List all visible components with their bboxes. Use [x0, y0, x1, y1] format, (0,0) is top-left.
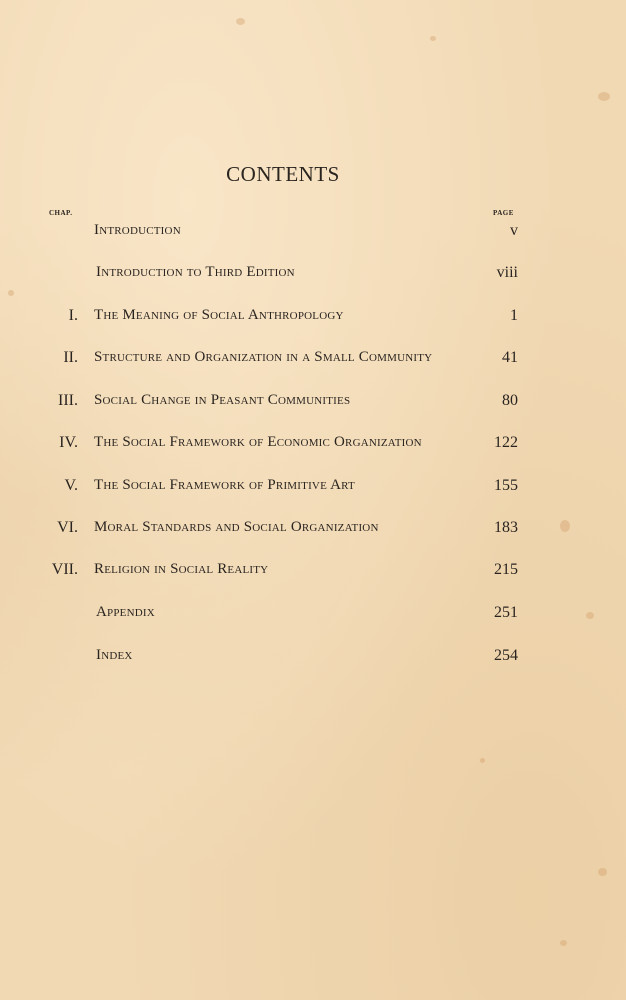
toc-row-chapter-1 — [0, 307, 626, 329]
entry-title: Introduction to Third Edition — [96, 264, 295, 280]
toc-row-chapter-5 — [0, 477, 626, 499]
entry-title: Appendix — [96, 604, 155, 620]
paper-stain — [480, 758, 485, 763]
chapter-number: III. — [58, 392, 78, 409]
toc-row-index — [0, 647, 626, 669]
page-number: 155 — [494, 477, 518, 494]
paper-stain — [598, 92, 610, 101]
chapter-number: V. — [64, 477, 78, 494]
entry-title: Index — [96, 647, 133, 663]
page-number: 215 — [494, 561, 518, 578]
page-number: v — [510, 222, 518, 239]
toc-row-chapter-3 — [0, 392, 626, 414]
page-number: 1 — [510, 307, 518, 324]
chapter-number: I. — [68, 307, 78, 324]
page-column-label: PAGE — [493, 209, 514, 217]
page-number: 80 — [502, 392, 518, 409]
chapter-number: VI. — [57, 519, 78, 536]
paper-stain — [8, 290, 14, 296]
toc-row-introduction-third-edition — [0, 264, 626, 286]
toc-row-appendix — [0, 604, 626, 626]
toc-row-introduction — [0, 222, 626, 244]
paper-stain — [560, 940, 567, 946]
entry-title: Social Change in Peasant Communities — [94, 392, 351, 408]
page-number: 251 — [494, 604, 518, 621]
page-number: 254 — [494, 647, 518, 664]
entry-title: Structure and Organization in a Small Community — [94, 349, 433, 365]
contents-heading: CONTENTS — [226, 162, 340, 186]
toc-row-chapter-7 — [0, 561, 626, 583]
page-number: 122 — [494, 434, 518, 451]
page-number: viii — [496, 264, 518, 281]
paper-stain — [430, 36, 436, 41]
toc-row-chapter-2 — [0, 349, 626, 371]
chapter-column-label: CHAP. — [49, 209, 73, 217]
entry-title: The Social Framework of Primitive Art — [94, 477, 355, 493]
paper-stain — [598, 868, 607, 876]
toc-row-chapter-6 — [0, 519, 626, 541]
chapter-number: VII. — [51, 561, 78, 578]
page-number: 41 — [502, 349, 518, 366]
entry-title: The Meaning of Social Anthropology — [94, 307, 344, 323]
chapter-number: II. — [63, 349, 78, 366]
entry-title: Moral Standards and Social Organization — [94, 519, 379, 535]
toc-row-chapter-4 — [0, 434, 626, 456]
chapter-number: IV. — [59, 434, 78, 451]
entry-title: The Social Framework of Economic Organization — [94, 434, 422, 450]
page-number: 183 — [494, 519, 518, 536]
entry-title: Religion in Social Reality — [94, 561, 269, 577]
paper-stain — [236, 18, 245, 25]
entry-title: Introduction — [94, 222, 181, 238]
